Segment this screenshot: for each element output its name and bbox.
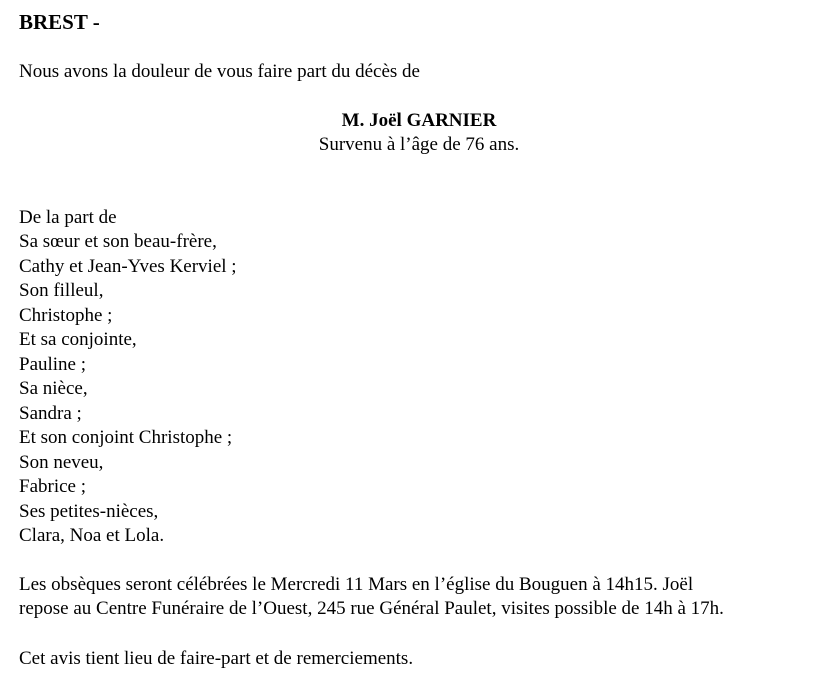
deceased-name: M. Joël GARNIER xyxy=(341,109,497,131)
deceased-age-line: Survenu à l’âge de 76 ans. xyxy=(318,134,520,155)
family-line: Et sa conjointe, xyxy=(19,329,137,350)
funeral-line-1: Les obsèques seront célébrées le Mercredi 11 Mars en l’église du Bouguen à 14h15. Joël xyxy=(19,573,694,595)
intro-text: Nous avons la douleur de vous faire part du décès de xyxy=(19,61,420,82)
closing-text: Cet avis tient lieu de faire-part et de remerciements. xyxy=(19,647,414,669)
family-line: Et son conjoint Christophe ; xyxy=(19,427,233,448)
funeral-line-2: repose au Centre Funéraire de l’Ouest, 245 rue Général Paulet, visites possible de 14h à 17h. xyxy=(19,598,724,619)
family-line: Cathy et Jean-Yves Kerviel ; xyxy=(19,255,237,277)
family-line: Son filleul, xyxy=(19,280,104,301)
family-line: Fabrice ; xyxy=(19,476,87,497)
city-heading: BREST - xyxy=(19,10,100,34)
family-line: Clara, Noa et Lola. xyxy=(19,525,165,546)
family-line: Christophe ; xyxy=(19,304,113,326)
family-line: Sa sœur et son beau-frère, xyxy=(19,231,217,252)
family-line: Ses petites-nièces, xyxy=(19,500,159,522)
family-line: Sandra ; xyxy=(19,402,82,424)
family-line: De la part de xyxy=(19,206,117,228)
family-line: Sa nièce, xyxy=(19,378,88,399)
family-list xyxy=(19,206,819,549)
family-line: Pauline ; xyxy=(19,353,87,375)
deceased-block xyxy=(19,109,819,158)
funeral-details xyxy=(19,573,819,622)
obituary-notice xyxy=(19,8,819,671)
family-line: Son neveu, xyxy=(19,451,104,473)
